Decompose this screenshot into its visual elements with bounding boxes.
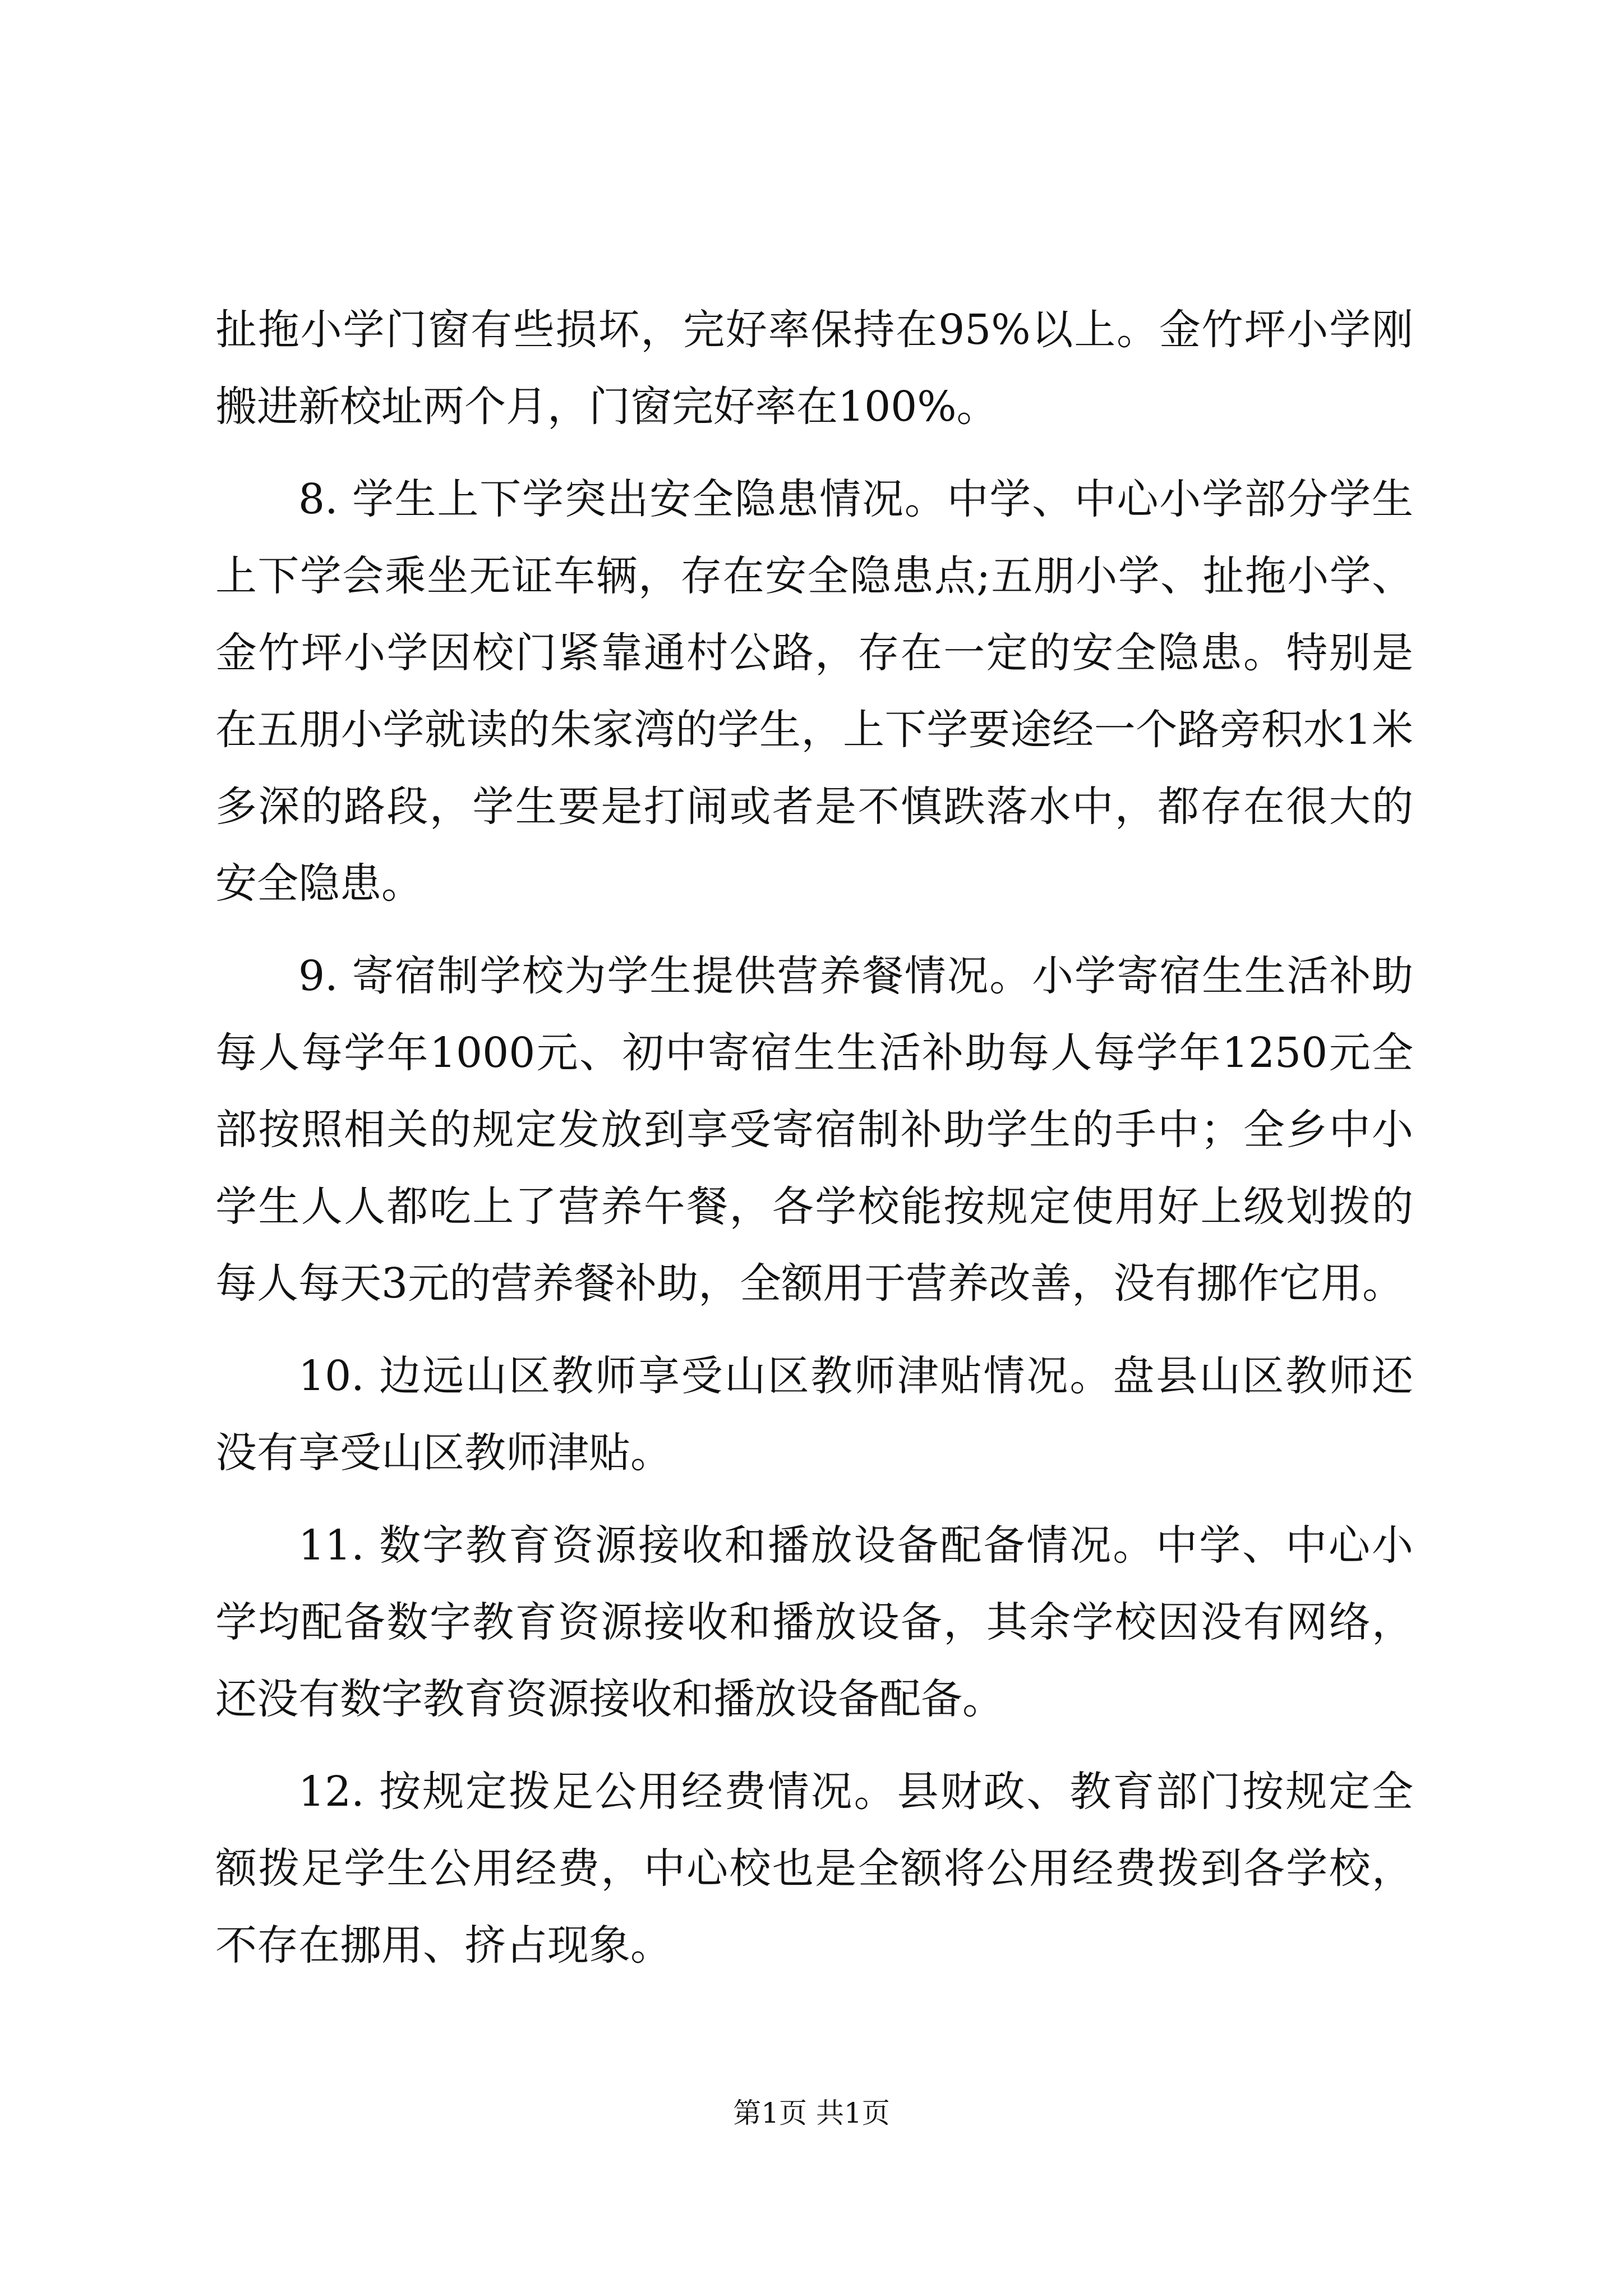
paragraph-item-9: 9. 寄宿制学校为学生提供营养餐情况。小学寄宿生生活补助每人每学年1000元、初中寄宿生生活补助每人每学年1250元全部按照相关的规定发放到享受寄宿制补助学生的手中；全乡中小学生人人都吃上了营养午餐，各学校能按规定使用好上级划拨的每人每天3元的营养餐补助，全额用于营养改善，没有挪作它用。 <box>215 952 1413 1308</box>
document-body <box>215 292 1413 2000</box>
paragraph-item-11: 11. 数字教育资源接收和播放设备配备情况。中学、中心小学均配备数字教育资源接收和播放设备，其余学校因没有网络，还没有数字教育资源接收和播放设备配备。 <box>215 1521 1413 1723</box>
paragraph-item-10: 10. 边远山区教师享受山区教师津贴情况。盘县山区教师还没有享受山区教师津贴。 <box>215 1352 1413 1477</box>
paragraph-item-8: 8. 学生上下学突出安全隐患情况。中学、中心小学部分学生上下学会乘坐无证车辆，存在安全隐患点;五朋小学、扯拖小学、金竹坪小学因校门紧靠通村公路，存在一定的安全隐患。特别是在五朋小学就读的朱家湾的学生，上下学要途经一个路旁积水1米多深的路段，学生要是打闹或者是不慎跌落水中，都存在很大的安全隐患。 <box>215 475 1413 908</box>
page-footer: 第1页 共1页 <box>733 2097 890 2129</box>
paragraph-item-12: 12. 按规定拨足公用经费情况。县财政、教育部门按规定全额拨足学生公用经费，中心校也是全额将公用经费拨到各学校，不存在挪用、挤占现象。 <box>215 1768 1413 1970</box>
paragraph-continuation: 扯拖小学门窗有些损坏，完好率保持在95%以上。金竹坪小学刚搬进新校址两个月，门窗完好率在100%。 <box>215 306 1413 431</box>
